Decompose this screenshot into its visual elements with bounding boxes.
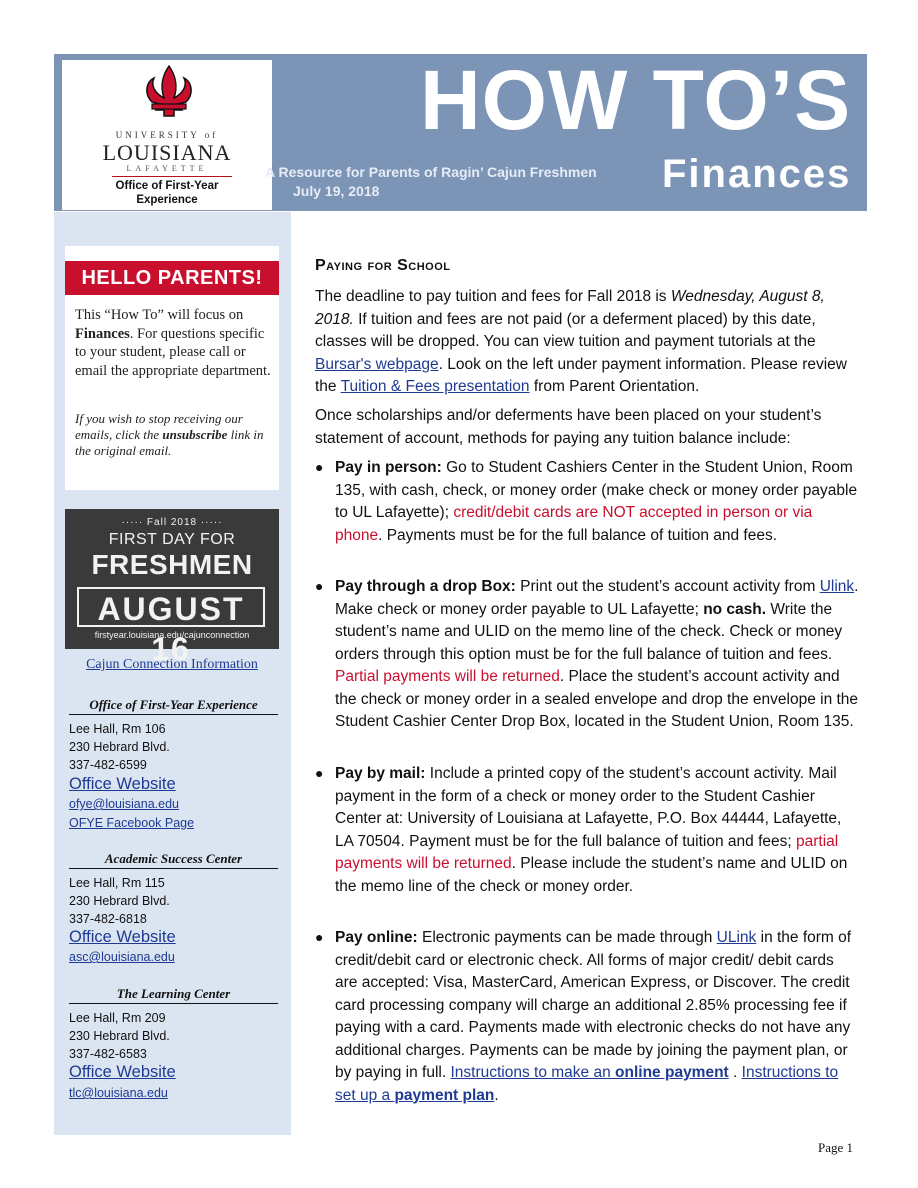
deadline-paragraph: The deadline to pay tuition and fees for Fall 2018 is Wednesday, August 8, 2018. If tuition and fees are not paid (or a deferment placed) by this date, classes will be dropped. You can view tuition and payment tutorials at the Bursar's webpage. Look on the left under payment information. Please review the Tuition & Fees presentation from Parent Orientation. (315, 288, 847, 395)
logo-university: UNIVERSITY of (115, 130, 219, 140)
pay-in-person: Pay in person: Go to Student Cashiers Center in the Student Union, Room 135, with cash, check, or money order (make check or money order payable to UL Lafayette); credit/debit cards are NOT accepted in person or via phone. Payments must be for the full balance of tuition and fees. (335, 459, 858, 544)
ofye-address: Lee Hall, Rm 106 (69, 722, 166, 736)
section-title-asc: Academic Success Center (69, 851, 278, 869)
chalk-date: AUGUST 16 (77, 587, 265, 627)
ulink-online-link[interactable]: ULink (716, 929, 757, 946)
section-heading: Paying for School (315, 257, 451, 274)
bullet-icon: ● (315, 929, 324, 945)
asc-phone: 337-482-6818 (69, 912, 147, 926)
tlc-street: 230 Hebrard Blvd. (69, 1029, 170, 1043)
ulink-link[interactable]: Ulink (819, 578, 855, 595)
hello-text: This “How To” will focus on Finances. For questions specific to your student, please call or email the appropriate department. (75, 307, 271, 379)
bullet-icon: ● (315, 459, 324, 475)
asc-street: 230 Hebrard Blvd. (69, 894, 170, 908)
hello-banner: HELLO PARENTS! (65, 261, 279, 295)
bullet-icon: ● (315, 765, 324, 781)
unsubscribe-note: If you wish to stop receiving our emails, click the unsubscribe link in the original email. (75, 411, 264, 458)
logo-lafayette: LAFAYETTE (126, 164, 208, 173)
page-number: Page 1 (818, 1140, 854, 1155)
university-logo (62, 60, 272, 210)
tlc-address: Lee Hall, Rm 209 (69, 1011, 166, 1025)
payment-plan-instructions-link[interactable]: Instructions to set up a payment plan (335, 1064, 839, 1104)
ofye-website-link[interactable]: Office Website (69, 775, 176, 793)
pay-drop-box: Pay through a drop Box: Print out the student’s account activity from Ulink. Make check or money order payable to UL Lafayette; no cash. Write the student’s name and ULID on the memo line of the check. Check or money orders through this option must be for the full balance of tuition and fees. Partial payments will be returned. Place the student’s account activity and the check or money order in a sealed envelope and drop the envelope in the Student Cashier Center Drop Box, located in the Student Union, Room 135. (335, 578, 859, 730)
pay-by-mail: Pay by mail: Include a printed copy of the student’s account activity. Mail payment in the form of a check or money order to the Student Cashier Center at: University of Louisiana at Lafayette, P.O. Box 44444, Lafayette, LA 70504. Payment must be for the full balance of tuition and fees; partial payments will be returned. Please include the student’s name and ULID on the memo line of the check or money order. (335, 765, 848, 895)
tlc-phone: 337-482-6583 (69, 1047, 147, 1061)
tuition-presentation-link[interactable]: Tuition & Fees presentation (340, 378, 530, 395)
bursar-link[interactable]: Bursar's webpage (315, 355, 439, 373)
tlc-website-link[interactable]: Office Website (69, 1063, 176, 1081)
ofye-street: 230 Hebrard Blvd. (69, 740, 170, 754)
ofye-facebook-link[interactable]: OFYE Facebook Page (69, 816, 195, 830)
methods-intro: Once scholarships and/or deferments have been placed on your student’s statement of account, methods for paying any tuition balance include: (315, 407, 822, 447)
section-title-tlc: The Learning Center (69, 986, 278, 1004)
asc-website-link[interactable]: Office Website (69, 928, 176, 946)
cajun-connection-link[interactable]: Cajun Connection Information (86, 657, 258, 672)
pay-online: Pay online: Electronic payments can be made through ULink in the form of credit/debit card or electronic check. All forms of major credit/ debit cards are accepted: Visa, MasterCard, American Express, or Discover. The credit card processing company will charge an additional 2.85% processing fee if paying with a card. Payments made with electronic checks do not have any additional charges. Payments can be made by joining the payment plan, or by paying in full. Instructions to make an online payment . Instructions to set up a payment plan. (335, 929, 852, 1104)
logo-divider (112, 176, 232, 177)
logo-louisiana: LOUISIANA (102, 140, 232, 165)
section-title-ofye: Office of First-Year Experience (69, 697, 278, 715)
page-subtitle: Finances (662, 152, 852, 196)
chalk-url: firstyear.louisiana.edu/cajunconnection (94, 630, 250, 640)
chalk-freshmen: FRESHMEN (91, 549, 253, 580)
chalk-first-day: FIRST DAY FOR (108, 531, 236, 548)
online-payment-instructions-link[interactable]: Instructions to make an online payment (450, 1064, 729, 1081)
fleur-de-lis-icon (142, 64, 196, 128)
tlc-email-link[interactable]: tlc@louisiana.edu (69, 1086, 168, 1100)
header-resource: A Resource for Parents of Ragin’ Cajun Freshmen (265, 164, 597, 180)
bullet-icon: ● (315, 578, 324, 594)
logo-office: Office of First-Year Experience (115, 180, 219, 206)
header-date: July 19, 2018 (293, 183, 380, 199)
ofye-phone: 337-482-6599 (69, 758, 147, 772)
chalk-fall: ····· Fall 2018 ····· (121, 517, 223, 528)
page-title: HOW TO’S (420, 53, 852, 147)
ofye-email-link[interactable]: ofye@louisiana.edu (69, 797, 179, 811)
asc-address: Lee Hall, Rm 115 (69, 876, 165, 890)
asc-email-link[interactable]: asc@louisiana.edu (69, 950, 175, 964)
